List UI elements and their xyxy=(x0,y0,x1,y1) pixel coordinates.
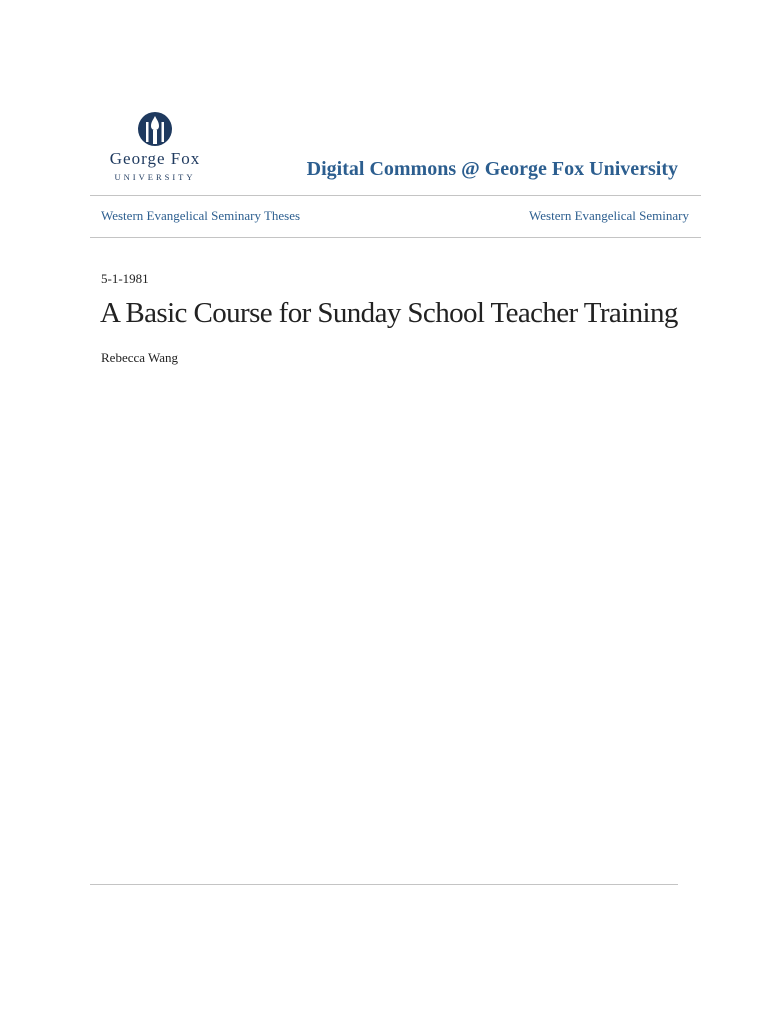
document-author: Rebecca Wang xyxy=(101,350,179,365)
repository-title-link[interactable]: Digital Commons @ George Fox University xyxy=(306,158,678,180)
breadcrumb-divider xyxy=(90,237,701,238)
logo-subtitle: UNIVERSITY xyxy=(114,172,196,182)
footer-divider xyxy=(90,884,678,885)
logo-name: George Fox xyxy=(109,149,201,168)
breadcrumb-collection-link[interactable]: Western Evangelical Seminary Theses xyxy=(101,208,301,223)
header-divider xyxy=(90,195,701,196)
torch-emblem-icon xyxy=(136,110,174,148)
publication-date: 5-1-1981 xyxy=(101,271,149,286)
document-title: A Basic Course for Sunday School Teacher Training xyxy=(100,297,678,329)
breadcrumb-parent-link[interactable]: Western Evangelical Seminary xyxy=(529,208,689,223)
university-logo[interactable] xyxy=(100,110,210,182)
